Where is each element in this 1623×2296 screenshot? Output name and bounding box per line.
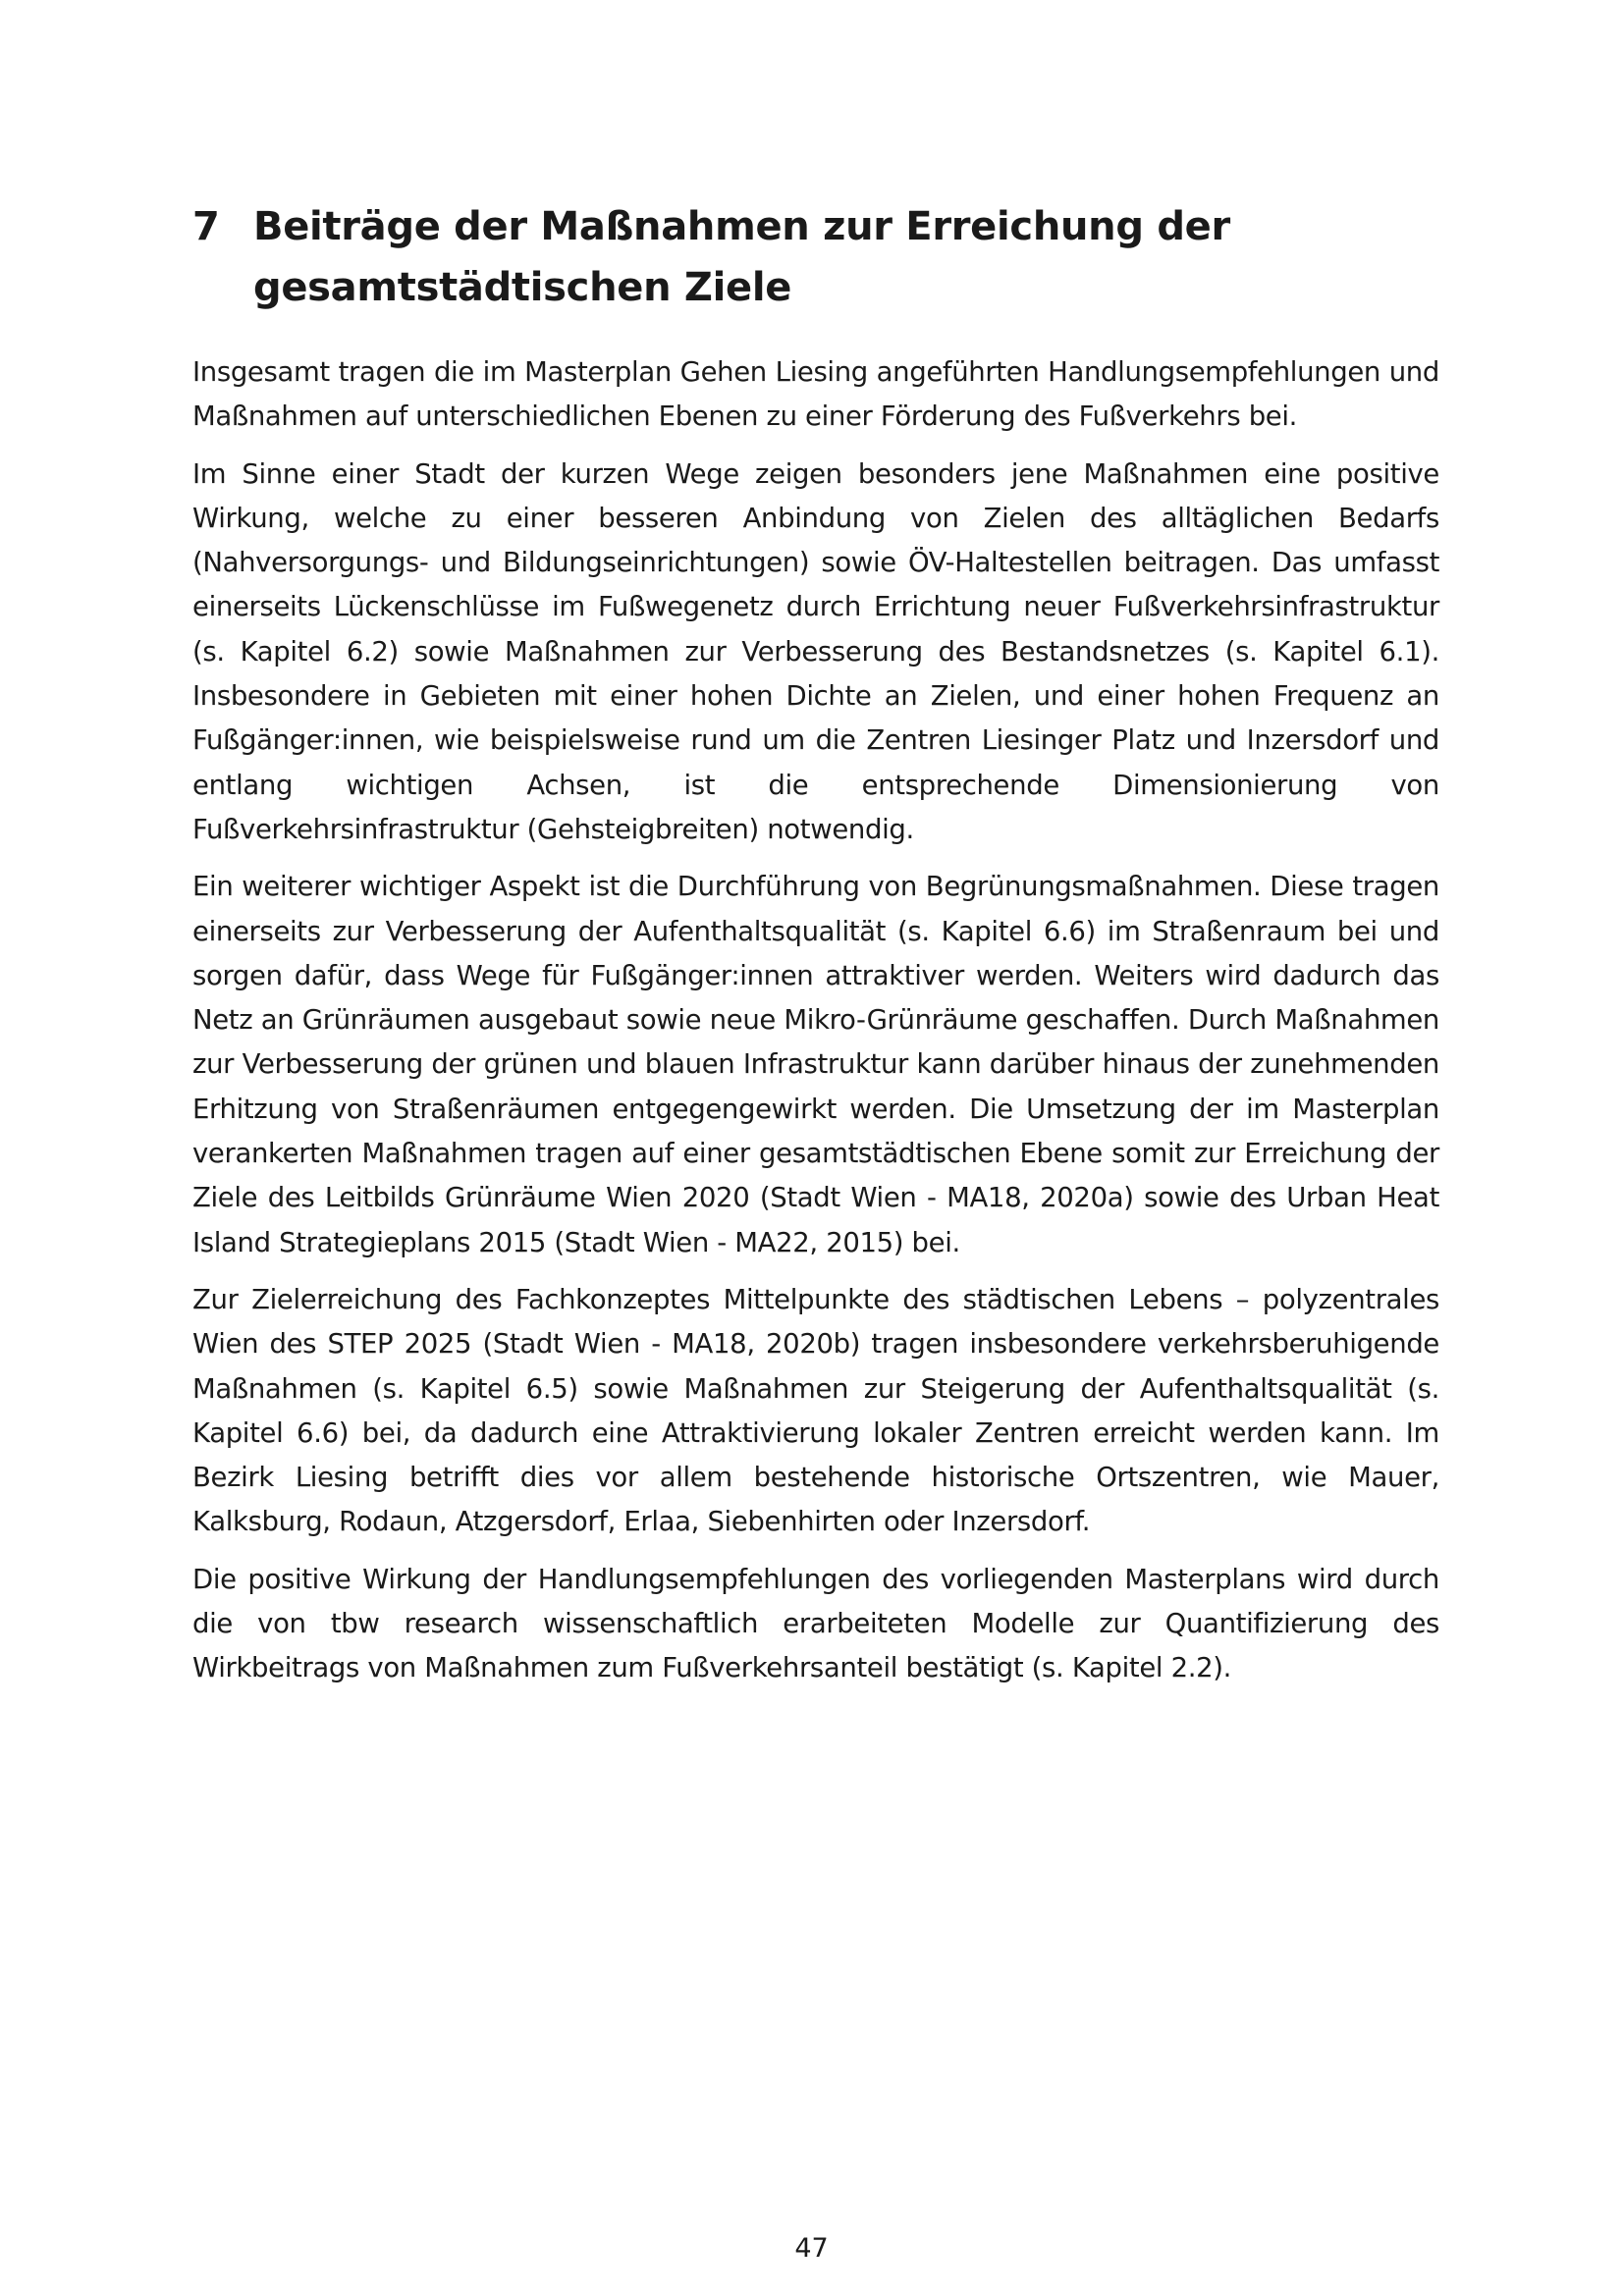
body-text <box>192 350 1439 1704</box>
paragraph-4: Zur Zielerreichung des Fachkonzeptes Mittelpunkte des städtischen Lebens – polyzentrales Wien des STEP 2025 (Stadt Wien - MA18, 2020b) tragen insbesondere verkehrsberuhigende Maßnahmen (s. Kapitel 6.5) sowie Maßnahmen zur Steigerung der Aufenthaltsqualität (s. Kapitel 6.6) bei, da dadurch eine Attraktivierung lokaler Zentren erreicht werden kann. Im Bezirk Liesing betrifft dies vor allem bestehende historische Ortszentren, wie Mauer, Kalksburg, Rodaun, Atzgersdorf, Erlaa, Siebenhirten oder Inzersdorf. <box>192 1283 1439 1538</box>
chapter-heading <box>192 196 1439 318</box>
paragraph-1: Insgesamt tragen die im Masterplan Gehen Liesing angeführten Handlungsempfehlungen und Maßnahmen auf unterschiedlichen Ebenen zu einer Förderung des Fußverkehrs bei. <box>192 356 1439 433</box>
chapter-number: 7 <box>192 204 220 249</box>
paragraph-5: Die positive Wirkung der Handlungsempfehlungen des vorliegenden Masterplans wird durch die von tbw research wissenschaftlich erarbeiteten Modelle zur Quantifizierung des Wirkbeitrags von Maßnahmen zum Fußverkehrsanteil bestätigt (s. Kapitel 2.2). <box>192 1563 1439 1684</box>
chapter-title: Beiträge der Maßnahmen zur Erreichung der gesamtstädtischen Ziele <box>253 204 1230 310</box>
paragraph-2: Im Sinne einer Stadt der kurzen Wege zeigen besonders jene Maßnahmen eine positive Wirkung, welche zu einer besseren Anbindung von Zielen des alltäglichen Bedarfs (Nahversorgungs- und Bildungseinrichtungen) sowie ÖV-Haltestellen beitragen. Das umfasst einerseits Lückenschlüsse im Fußwegenetz durch Errichtung neuer Fußverkehrsinfrastruktur (s. Kapitel 6.2) sowie Maßnahmen zur Verbesserung des Bestandsnetzes (s. Kapitel 6.1). Insbesondere in Gebieten mit einer hohen Dichte an Zielen, und einer hohen Frequenz an Fußgänger:innen, wie beispielsweise rund um die Zentren Liesinger Platz und Inzersdorf und entlang wichtigen Achsen, ist die entsprechende Dimensionierung von Fußverkehrsinfrastruktur (Gehsteigbreiten) notwendig. <box>192 457 1439 845</box>
page-number: 47 <box>794 2233 829 2264</box>
paragraph-3: Ein weiterer wichtiger Aspekt ist die Durchführung von Begrünungsmaßnahmen. Diese tragen einerseits zur Verbesserung der Aufenthaltsqualität (s. Kapitel 6.6) im Straßenraum bei und sorgen dafür, dass Wege für Fußgänger:innen attraktiver werden. Weiters wird dadurch das Netz an Grünräumen ausgebaut sowie neue Mikro-Grünräume geschaffen. Durch Maßnahmen zur Verbesserung der grünen und blauen Infrastruktur kann darüber hinaus der zunehmenden Erhitzung von Straßenräumen entgegengewirkt werden. Die Umsetzung der im Masterplan verankerten Maßnahmen tragen auf einer gesamtstädtischen Ebene somit zur Erreichung der Ziele des Leitbilds Grünräume Wien 2020 (Stadt Wien - MA18, 2020a) sowie des Urban Heat Island Strategieplans 2015 (Stadt Wien - MA22, 2015) bei. <box>192 871 1439 1258</box>
